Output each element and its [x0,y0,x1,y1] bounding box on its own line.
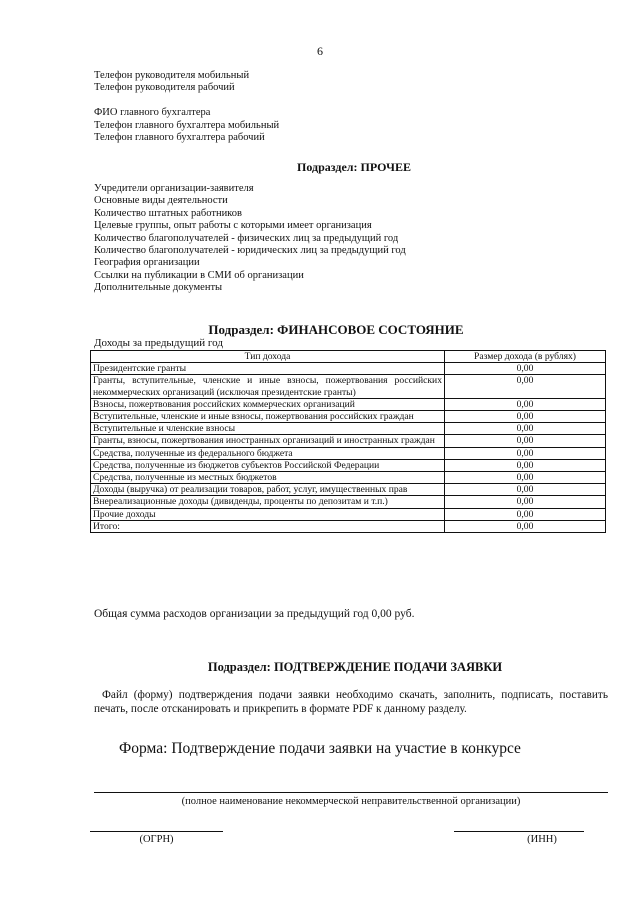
contact-line-spacer [94,95,279,107]
table-row [91,363,606,375]
table-row [91,459,606,471]
income-type-cell: Доходы (выручка) от реализации товаров, работ, услуг, имущественных прав [91,484,445,496]
income-type-cell: Средства, полученные из федерального бюджета [91,447,445,459]
inn-line [454,831,584,832]
income-amount-cell: 0,00 [445,435,606,447]
section-confirmation-title: Подраздел: ПОДТВЕРЖДЕНИЕ ПОДАЧИ ЗАЯВКИ [207,660,503,674]
income-type-cell: Вступительные и членские взносы [91,423,445,435]
list-item: Дополнительные документы [94,282,223,294]
list-item: Учредители организации-заявителя [94,183,254,194]
income-type-cell: Итого: [91,520,445,532]
list-item: Количество благополучателей - юридических лиц за предыдущий год [94,245,406,257]
table-total-row [91,520,606,532]
list-item: Количество благополучателей - физических лиц за предыдущий год [94,232,399,244]
contact-line: ФИО главного бухгалтера [94,107,211,119]
table-row [91,496,606,508]
income-type-cell: Взносы, пожертвования российских коммерческих организаций [91,398,445,410]
table-row [91,435,606,447]
income-type-cell: Средства, полученные из местных бюджетов [91,472,445,484]
total-expenses-line: Общая сумма расходов организации за предыдущий год 0,00 руб. [94,608,415,620]
income-amount-cell: 0,00 [445,423,606,435]
income-type-cell: Гранты, вступительные, членские и иные взносы, пожертвования российских некоммерческих организаций (исключая президентские гранты) [91,375,445,398]
confirmation-paragraph: Файл (форму) подтверждения подачи заявки необходимо скачать, заполнить, подписать, поставить печать, после отсканировать и прикрепить в формате PDF к данному разделу. [94,689,608,715]
table-row [91,398,606,410]
contact-line: Телефон главного бухгалтера рабочий [94,132,265,144]
org-name-caption: (полное наименование некоммерческой неправительственной организации) [181,796,521,807]
contact-block [94,70,279,144]
income-amount-cell: 0,00 [445,459,606,471]
list-item: Количество штатных работников [94,207,242,219]
table-row [91,447,606,459]
inn-caption: (ИНН) [527,834,557,845]
table-row [91,411,606,423]
income-type-cell: Прочие доходы [91,508,445,520]
income-subtitle: Доходы за предыдущий год [94,337,223,349]
income-amount-cell: 0,00 [445,447,606,459]
table-row [91,508,606,520]
column-header-income-type: Тип дохода [91,351,445,363]
income-type-cell: Гранты, взносы, пожертвования иностранных организаций и иностранных граждан [91,435,445,447]
other-items-list [94,183,406,295]
income-amount-cell: 0,00 [445,398,606,410]
page-number: 6 [317,44,323,58]
income-amount-cell: 0,00 [445,472,606,484]
income-amount-cell: 0,00 [445,520,606,532]
table-row [91,484,606,496]
income-table [90,350,606,533]
income-amount-cell: 0,00 [445,375,606,398]
list-item: Ссылки на публикации в СМИ об организации [94,269,304,281]
income-type-cell: Внереализационные доходы (дивиденды, проценты по депозитам и т.п.) [91,496,445,508]
contact-line: Телефон руководителя рабочий [94,82,235,94]
section-finance-title: Подраздел: ФИНАНСОВОЕ СОСТОЯНИЕ [208,322,464,337]
income-type-cell: Вступительные, членские и иные взносы, пожертвования российских граждан [91,411,445,423]
contact-line: Телефон главного бухгалтера мобильный [94,119,280,131]
contact-line: Телефон руководителя мобильный [94,70,250,81]
income-amount-cell: 0,00 [445,363,606,375]
form-title: Форма: Подтверждение подачи заявки на участие в конкурсе [119,740,521,757]
list-item: Основные виды деятельности [94,195,228,207]
table-row [91,472,606,484]
income-amount-cell: 0,00 [445,484,606,496]
table-row [91,423,606,435]
table-row [91,375,606,398]
income-amount-cell: 0,00 [445,411,606,423]
section-other-title: Подраздел: ПРОЧЕЕ [297,160,411,174]
list-item: Целевые группы, опыт работы с которыми имеет организация [94,220,372,232]
income-type-cell: Президентские гранты [91,363,445,375]
org-name-line [94,792,608,793]
income-type-cell: Средства, полученные из бюджетов субъектов Российской Федерации [91,459,445,471]
ogrn-caption: (ОГРН) [139,834,174,845]
column-header-income-amount: Размер дохода (в рублях) [445,351,606,363]
income-amount-cell: 0,00 [445,508,606,520]
ogrn-line [90,831,223,832]
table-header-row [91,351,606,363]
income-amount-cell: 0,00 [445,496,606,508]
list-item: География организации [94,257,200,269]
